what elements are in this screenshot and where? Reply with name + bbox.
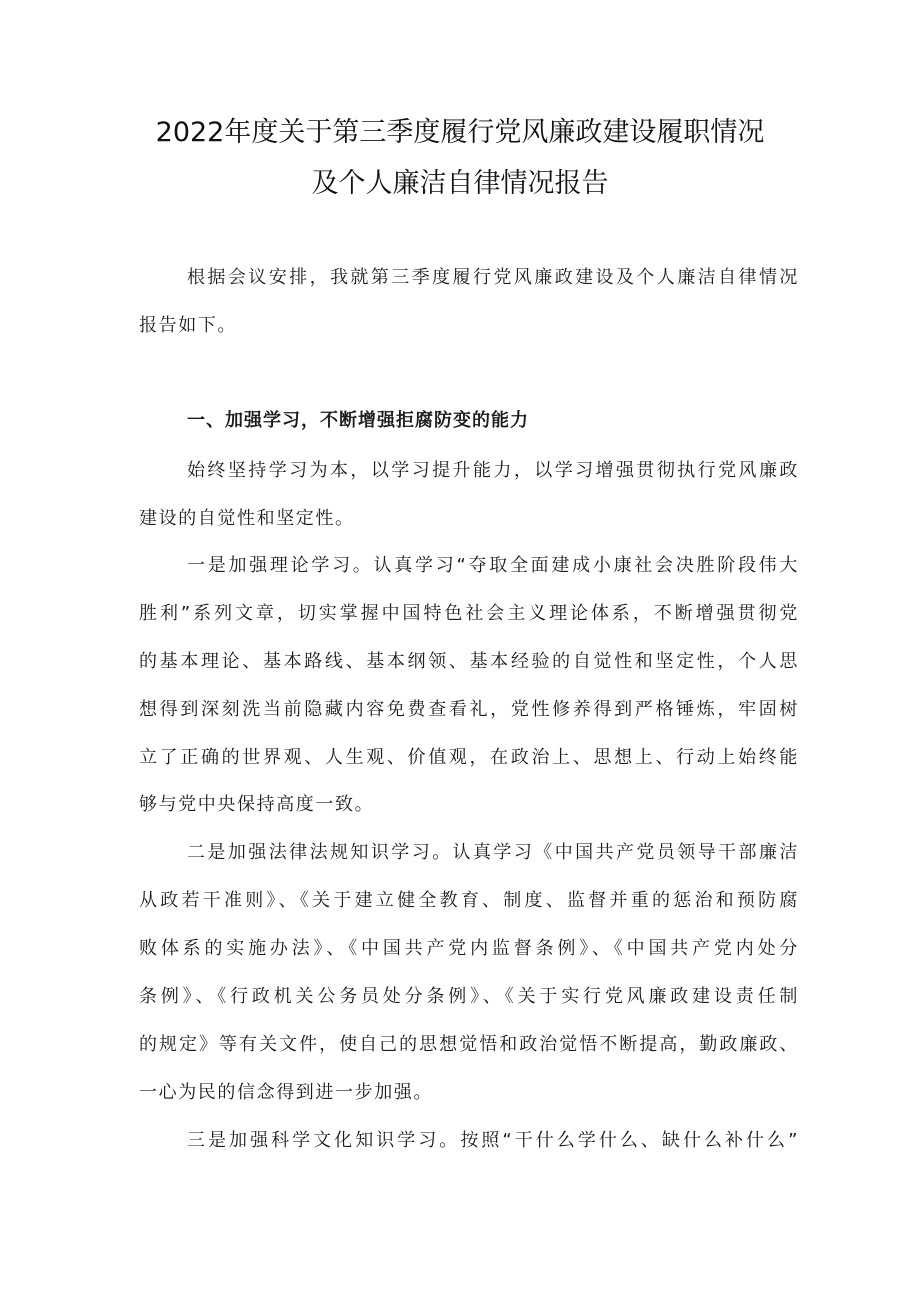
document-title-line-1: 2022年度关于第三季度履行党风廉政建设履职情况 bbox=[155, 117, 765, 148]
intro-line-2: 报告如下。 bbox=[139, 315, 237, 336]
section-1-heading: 一、加强学习，不断增强拒腐防变的能力 bbox=[187, 410, 529, 431]
para2-line-4: 想得到深刻洗当前隐藏内容免费查看礼，党性修养得到严格锤炼，牢固树 bbox=[139, 699, 799, 720]
para3-line-4: 条例》、《行政机关公务员处分条例》、《关于实行党风廉政建设责任制 bbox=[139, 986, 799, 1007]
para3-line-5: 的规定》等有关文件，使自己的思想觉悟和政治觉悟不断提高，勤政廉政、 bbox=[139, 1034, 799, 1055]
para3-line-1: 二是加强法律法规知识学习。认真学习《中国共产党员领导干部廉洁 bbox=[187, 842, 799, 863]
document-title-line-2: 及个人廉洁自律情况报告 bbox=[311, 168, 609, 199]
intro-line-1: 根据会议安排，我就第三季度履行党风廉政建设及个人廉洁自律情况 bbox=[187, 267, 799, 288]
para3-line-2: 从政若干准则》、《关于建立健全教育、制度、监督并重的惩治和预防腐 bbox=[139, 890, 799, 911]
para3-line-6: 一心为民的信念得到进一步加强。 bbox=[139, 1082, 433, 1103]
para2-line-6: 够与党中央保持高度一致。 bbox=[139, 794, 375, 815]
para1-line-2: 建设的自觉性和坚定性。 bbox=[139, 508, 355, 529]
para1-line-1: 始终坚持学习为本，以学习提升能力，以学习增强贯彻执行党风廉政 bbox=[187, 460, 799, 481]
para4-line-1: 三是加强科学文化知识学习。按照“干什么学什么、缺什么补什么” bbox=[187, 1130, 799, 1151]
para2-line-5: 立了正确的世界观、人生观、价值观，在政治上、思想上、行动上始终能 bbox=[139, 747, 799, 768]
para2-line-2: 胜利”系列文章，切实掌握中国特色社会主义理论体系，不断增强贯彻党 bbox=[139, 603, 799, 624]
para2-line-1: 一是加强理论学习。认真学习“夺取全面建成小康社会决胜阶段伟大 bbox=[187, 555, 799, 576]
para3-line-3: 败体系的实施办法》、《中国共产党内监督条例》、《中国共产党内处分 bbox=[139, 938, 799, 959]
para2-line-3: 的基本理论、基本路线、基本纲领、基本经验的自觉性和坚定性，个人思 bbox=[139, 651, 799, 672]
